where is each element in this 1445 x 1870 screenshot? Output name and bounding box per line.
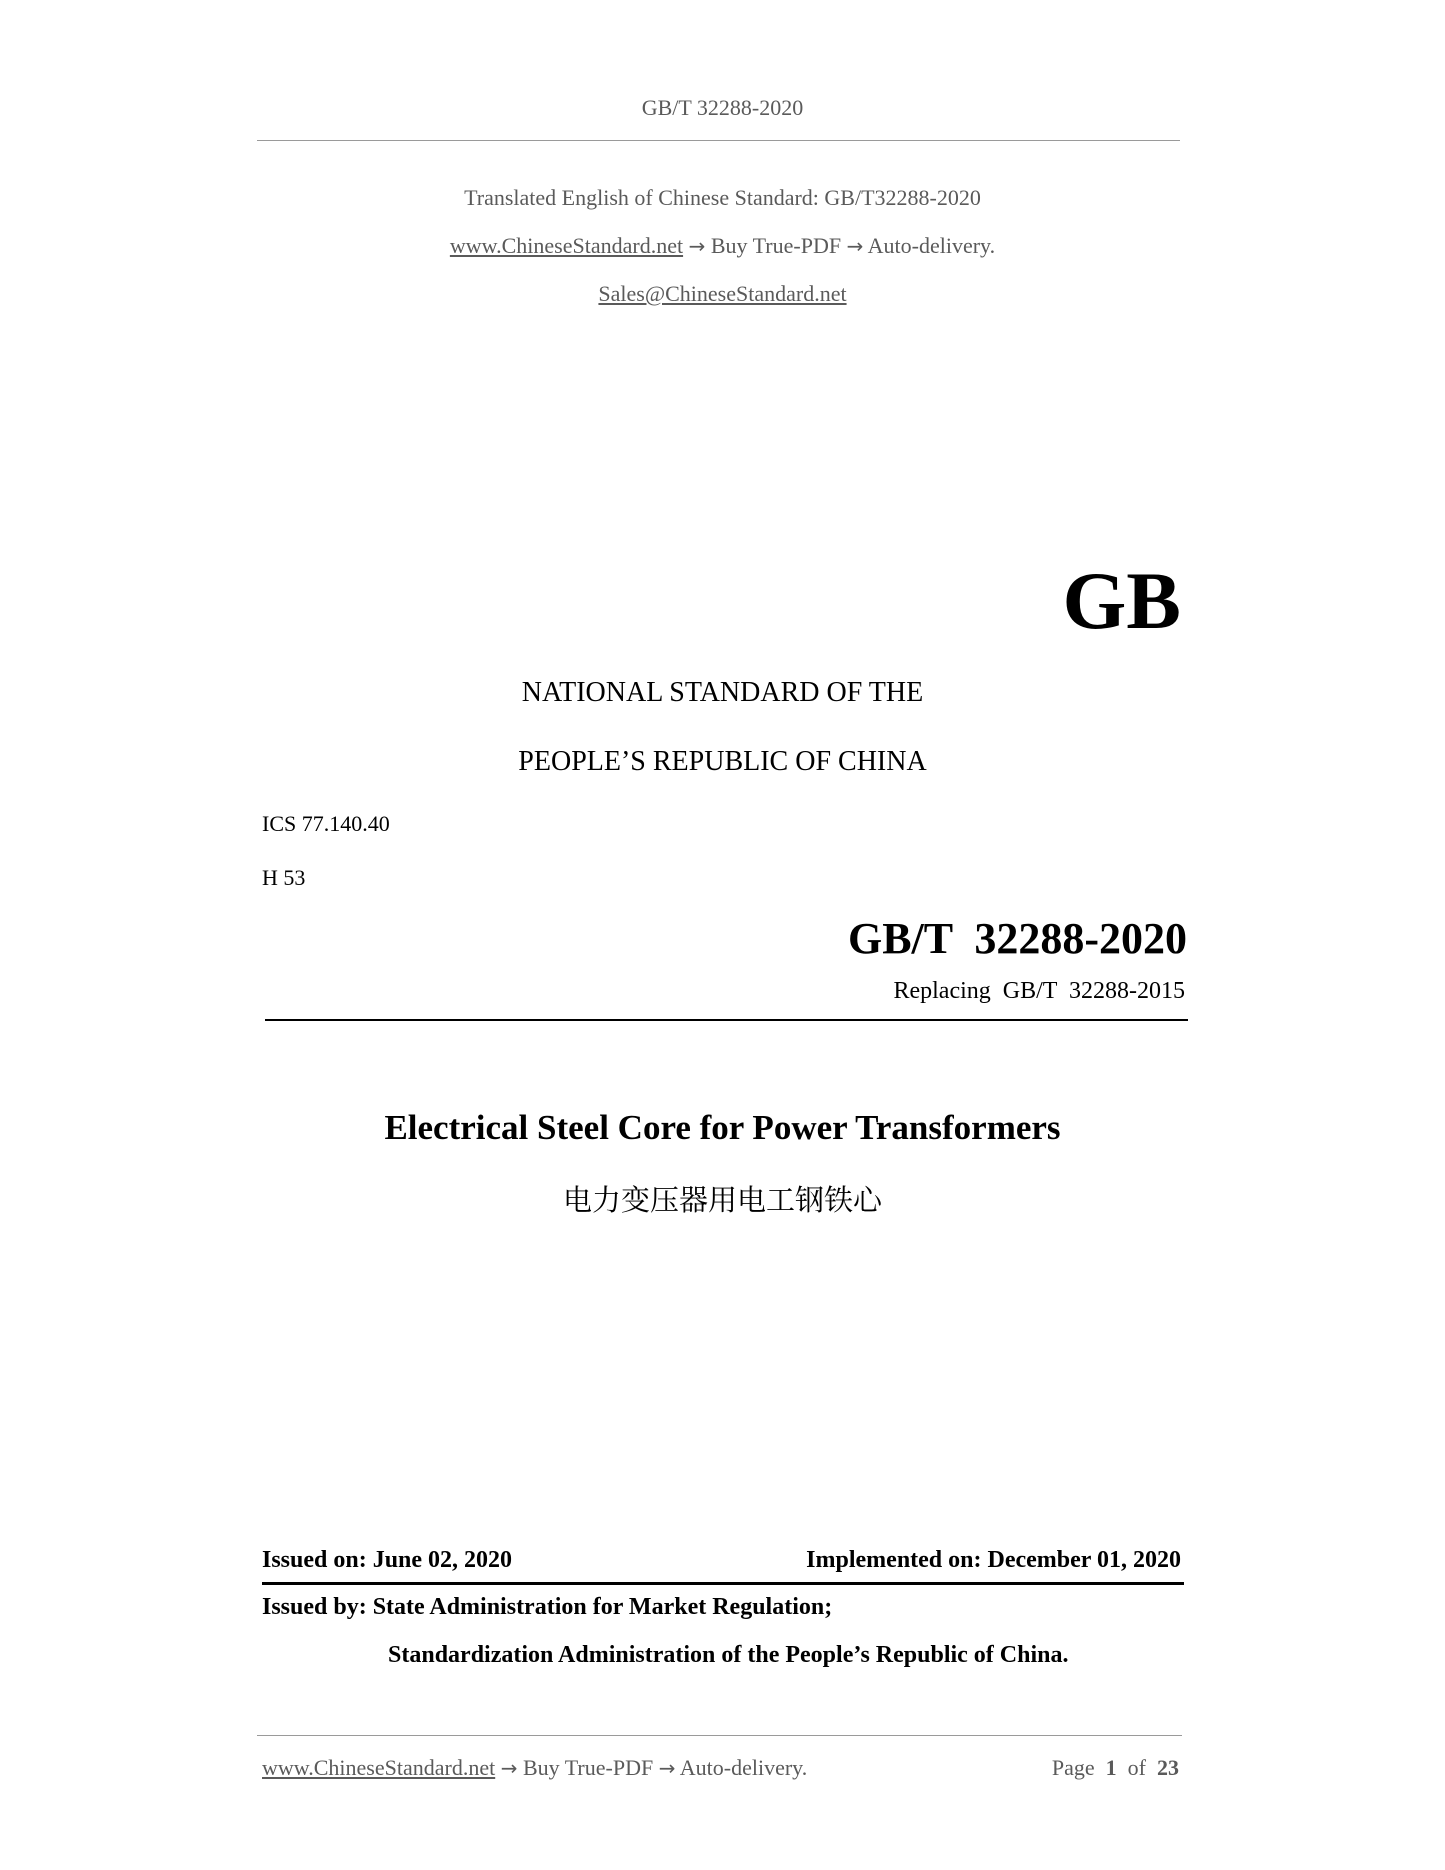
arrow-right-icon: → xyxy=(846,234,864,258)
footer-delivery-text: Auto-delivery. xyxy=(679,1755,808,1780)
replacing-note: Replacing GB/T 32288-2015 xyxy=(893,978,1185,1004)
classification-code: H 53 xyxy=(262,865,306,890)
national-line-1: NATIONAL STANDARD OF THE xyxy=(521,677,924,708)
sales-email-link[interactable]: Sales@ChineseStandard.net xyxy=(598,281,847,306)
page-indicator xyxy=(1052,1755,1179,1781)
purchase-line xyxy=(0,233,1445,259)
buy-text: Buy True-PDF xyxy=(710,233,842,258)
title-english: Electrical Steel Core for Power Transformers xyxy=(384,1108,1061,1147)
header-rule xyxy=(257,140,1180,141)
standard-number: GB/T 32288-2020 xyxy=(847,914,1187,963)
issued-on: Issued on: June 02, 2020 xyxy=(262,1547,513,1573)
page-total: 23 xyxy=(1157,1755,1179,1780)
gb-logo: GB xyxy=(1062,555,1181,646)
page-number: 1 xyxy=(1105,1755,1117,1780)
issued-by-line-2: Standardization Administration of the People’s Republic of China. xyxy=(388,1642,1069,1668)
issued-by-line-1: Issued by: State Administration for Market Regulation; xyxy=(262,1594,833,1620)
sales-line xyxy=(0,281,1445,307)
footer-buy-text: Buy True-PDF xyxy=(522,1755,654,1780)
delivery-text: Auto-delivery. xyxy=(867,233,996,258)
arrow-right-icon: → xyxy=(500,1756,518,1780)
implemented-on: Implemented on: December 01, 2020 xyxy=(806,1547,1181,1573)
title-chinese: 电力变压器用电工钢铁心 xyxy=(562,1183,882,1217)
of-label: of xyxy=(1127,1755,1146,1780)
footer-purchase-line xyxy=(262,1755,807,1781)
running-header: GB/T 32288-2020 xyxy=(641,95,804,120)
footer-site-link[interactable]: www.ChineseStandard.net xyxy=(262,1755,496,1780)
arrow-right-icon: → xyxy=(688,234,706,258)
footer-rule xyxy=(257,1735,1182,1736)
page-label: Page xyxy=(1051,1755,1095,1780)
ics-code: ICS 77.140.40 xyxy=(262,811,390,836)
translated-line: Translated English of Chinese Standard: GB/T32288-2020 xyxy=(464,185,981,210)
arrow-right-icon: → xyxy=(658,1756,676,1780)
national-line-2: PEOPLE’S REPUBLIC OF CHINA xyxy=(518,746,927,777)
site-link[interactable]: www.ChineseStandard.net xyxy=(449,233,684,258)
number-rule xyxy=(265,1019,1188,1021)
issue-rule xyxy=(262,1582,1184,1585)
